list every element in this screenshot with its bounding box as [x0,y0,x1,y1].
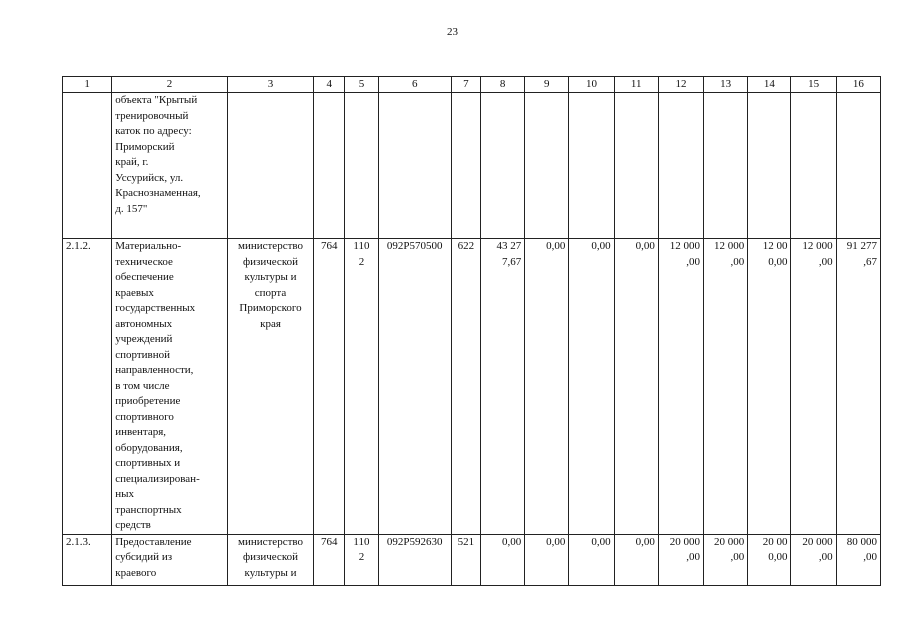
executor-cell: министерство физической культуры и спорта Приморского края [227,239,313,535]
column-header: 1 [63,77,112,93]
amount-cell [525,93,569,239]
grbs-code-cell: 764 [314,239,345,535]
row-number-cell: 2.1.3. [63,534,112,585]
column-header: 8 [481,77,525,93]
section-code-cell: 110 2 [345,534,378,585]
amount-cell: 12 000 ,00 [791,239,836,535]
amount-cell: 12 00 0,00 [748,239,791,535]
amount-cell: 43 27 7,67 [481,239,525,535]
grbs-code-cell: 764 [314,534,345,585]
amount-cell [614,93,658,239]
expense-type-cell: 622 [451,239,480,535]
table-row [63,93,881,239]
total-cell: 91 277 ,67 [836,239,880,535]
amount-cell: 12 000 ,00 [658,239,703,535]
amount-cell: 0,00 [525,534,569,585]
amount-cell [481,93,525,239]
total-cell: 80 000 ,00 [836,534,880,585]
column-header: 9 [525,77,569,93]
row-number-cell [63,93,112,239]
expense-type-cell [451,93,480,239]
column-header: 7 [451,77,480,93]
target-article-cell [378,93,451,239]
table-row [63,239,881,535]
event-name-cell: объекта "Крытый тренировочный каток по адресу: Приморский край, г. Уссурийск, ул. Краснознаменная, д. 157" [112,93,228,239]
executor-cell [227,93,313,239]
amount-cell: 0,00 [614,534,658,585]
amount-cell: 0,00 [525,239,569,535]
target-article-cell: 092P592630 [378,534,451,585]
total-cell [836,93,880,239]
budget-table [62,76,881,586]
amount-cell: 0,00 [614,239,658,535]
column-header: 14 [748,77,791,93]
section-code-cell [345,93,378,239]
amount-cell: 20 000 ,00 [791,534,836,585]
amount-cell: 20 00 0,00 [748,534,791,585]
amount-cell: 0,00 [481,534,525,585]
executor-cell: министерство физической культуры и [227,534,313,585]
expense-type-cell: 521 [451,534,480,585]
page-number: 23 [447,26,458,38]
column-header: 6 [378,77,451,93]
event-name-cell: Материально- техническое обеспечение краевых государственных автономных учреждений спортивной направленности, в том числе приобретение спортивного инвентаря, оборудования, спортивных и специализирован- ных транспортных средств [112,239,228,535]
column-header: 5 [345,77,378,93]
amount-cell [658,93,703,239]
amount-cell [569,93,614,239]
event-name-cell: Предоставление субсидий из краевого [112,534,228,585]
amount-cell: 0,00 [569,534,614,585]
column-header: 10 [569,77,614,93]
amount-cell: 12 000 ,00 [704,239,748,535]
column-header: 2 [112,77,228,93]
column-header: 3 [227,77,313,93]
section-code-cell: 110 2 [345,239,378,535]
amount-cell [704,93,748,239]
column-header: 11 [614,77,658,93]
column-header: 4 [314,77,345,93]
table-row [63,534,881,585]
amount-cell [791,93,836,239]
amount-cell [748,93,791,239]
grbs-code-cell [314,93,345,239]
amount-cell: 20 000 ,00 [704,534,748,585]
column-header: 15 [791,77,836,93]
column-header: 16 [836,77,880,93]
column-header: 13 [704,77,748,93]
column-header: 12 [658,77,703,93]
row-number-cell: 2.1.2. [63,239,112,535]
target-article-cell: 092P570500 [378,239,451,535]
column-number-row [63,77,881,93]
amount-cell: 0,00 [569,239,614,535]
amount-cell: 20 000 ,00 [658,534,703,585]
